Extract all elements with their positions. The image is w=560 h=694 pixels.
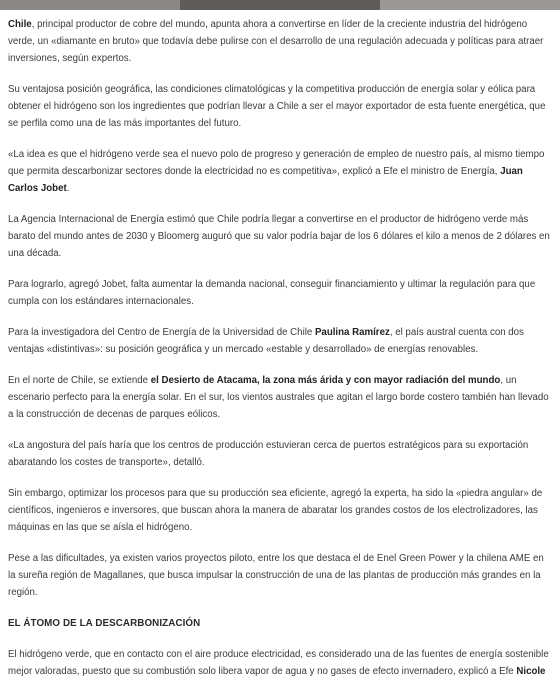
text-run: . — [66, 183, 70, 194]
paragraph-list — [8, 16, 554, 601]
section-heading: EL ÁTOMO DE LA DESCARBONIZACIÓN — [8, 618, 201, 629]
header-image-strip — [0, 0, 560, 10]
text-run: Para lograrlo, agregó Jobet, falta aumentar la demanda nacional, conseguir financiamiento y ultimar la regulación para que cumpla con los estándares internacionales. — [8, 279, 536, 307]
text-run: En el norte de Chile, se extiende — [8, 375, 151, 386]
paragraph — [8, 16, 554, 67]
bold-text: Paulina Ramírez — [314, 327, 390, 338]
bold-text: Juan Carlos Jobet — [8, 166, 523, 194]
text-run: Pese a las dificultades, ya existen varios proyectos piloto, entre los que destaca el de Enel Green Power y la chilena AME en la sureña región de Magallanes, que busca impulsar la construcción de una de las plantas de producción más grandes en la región. — [8, 553, 544, 598]
text-run: , principal productor de cobre del mundo, apunta ahora a convertirse en líder de la creciente industria del hidrógeno verde, un «diamante en bruto» que todavía debe pulirse con el desarrollo de una regulación adecuada y políticas para atraer inversiones, según expertos. — [8, 19, 544, 64]
bold-text: Nicole — [516, 666, 546, 677]
text-run: «La angostura del país haría que los centros de producción estuvieran cerca de puertos estratégicos para su exportación abaratando los costes de transporte», detalló. — [8, 440, 529, 468]
text-run: , un escenario perfecto para la energía solar. En el sur, los vientos australes que agitan el largo borde costero también han llevado a la construcción de decenas de parques eólicos. — [8, 375, 549, 420]
article-body — [8, 16, 554, 694]
paragraph — [8, 81, 554, 132]
paragraph — [8, 485, 554, 536]
text-run: Sin embargo, optimizar los procesos para que su producción sea eficiente, agregó la experta, ha sido la «piedra angular» de científicos, ingenieros e inversores, que buscan ahora la manera de abaratar los grandes costos de los electrolizadores, las máquinas en las que se aísla el hidrógeno. — [8, 488, 543, 533]
text-run: El hidrógeno verde, que en contacto con el aire produce electricidad, es considerado una de las fuentes de energía sostenible mejor valoradas, puesto que su combustión solo libera vapor de agua y no gases de efecto invernadero, explicó a Efe — [8, 649, 549, 677]
paragraph — [8, 550, 554, 601]
bold-text: el Desierto de Atacama, la zona más árida y con mayor radiación del mundo — [150, 375, 501, 386]
paragraph — [8, 276, 554, 310]
text-run: , el país austral cuenta con dos ventajas «distintivas»: su posición geográfica y un mercado «estable y desarrollado» de energías renovables. — [8, 327, 524, 355]
text-run: Para la investigadora del Centro de Energía de la Universidad de Chile — [8, 327, 315, 338]
text-run: Su ventajosa posición geográfica, las condiciones climatológicas y la competitiva producción de energía solar y eólica para obtener el hidrógeno son los ingredientes que podrían llevar a Chile a ser el mayor exportador de esta fuente energética, que se perfila como una de las más importantes del futuro. — [8, 84, 546, 129]
paragraph — [8, 324, 554, 358]
text-run: «La idea es que el hidrógeno verde sea el nuevo polo de progreso y generación de empleo de nuestro país, al mismo tiempo que permita descarbonizar sectores donde la electricidad no es competitiva», explicó a Efe el ministro de Energía, — [8, 149, 545, 177]
bold-text: Chile — [8, 19, 32, 30]
paragraph-last — [8, 646, 554, 680]
paragraph — [8, 372, 554, 423]
paragraph — [8, 437, 554, 471]
text-run: La Agencia Internacional de Energía estimó que Chile podría llegar a convertirse en el productor de hidrógeno verde más barato del mundo antes de 2030 y Bloomerg auguró que su valor podría bajar de los 6 dólares el kilo a menos de 2 dólares en una década. — [8, 214, 550, 259]
paragraph — [8, 211, 554, 262]
paragraph — [8, 146, 554, 197]
